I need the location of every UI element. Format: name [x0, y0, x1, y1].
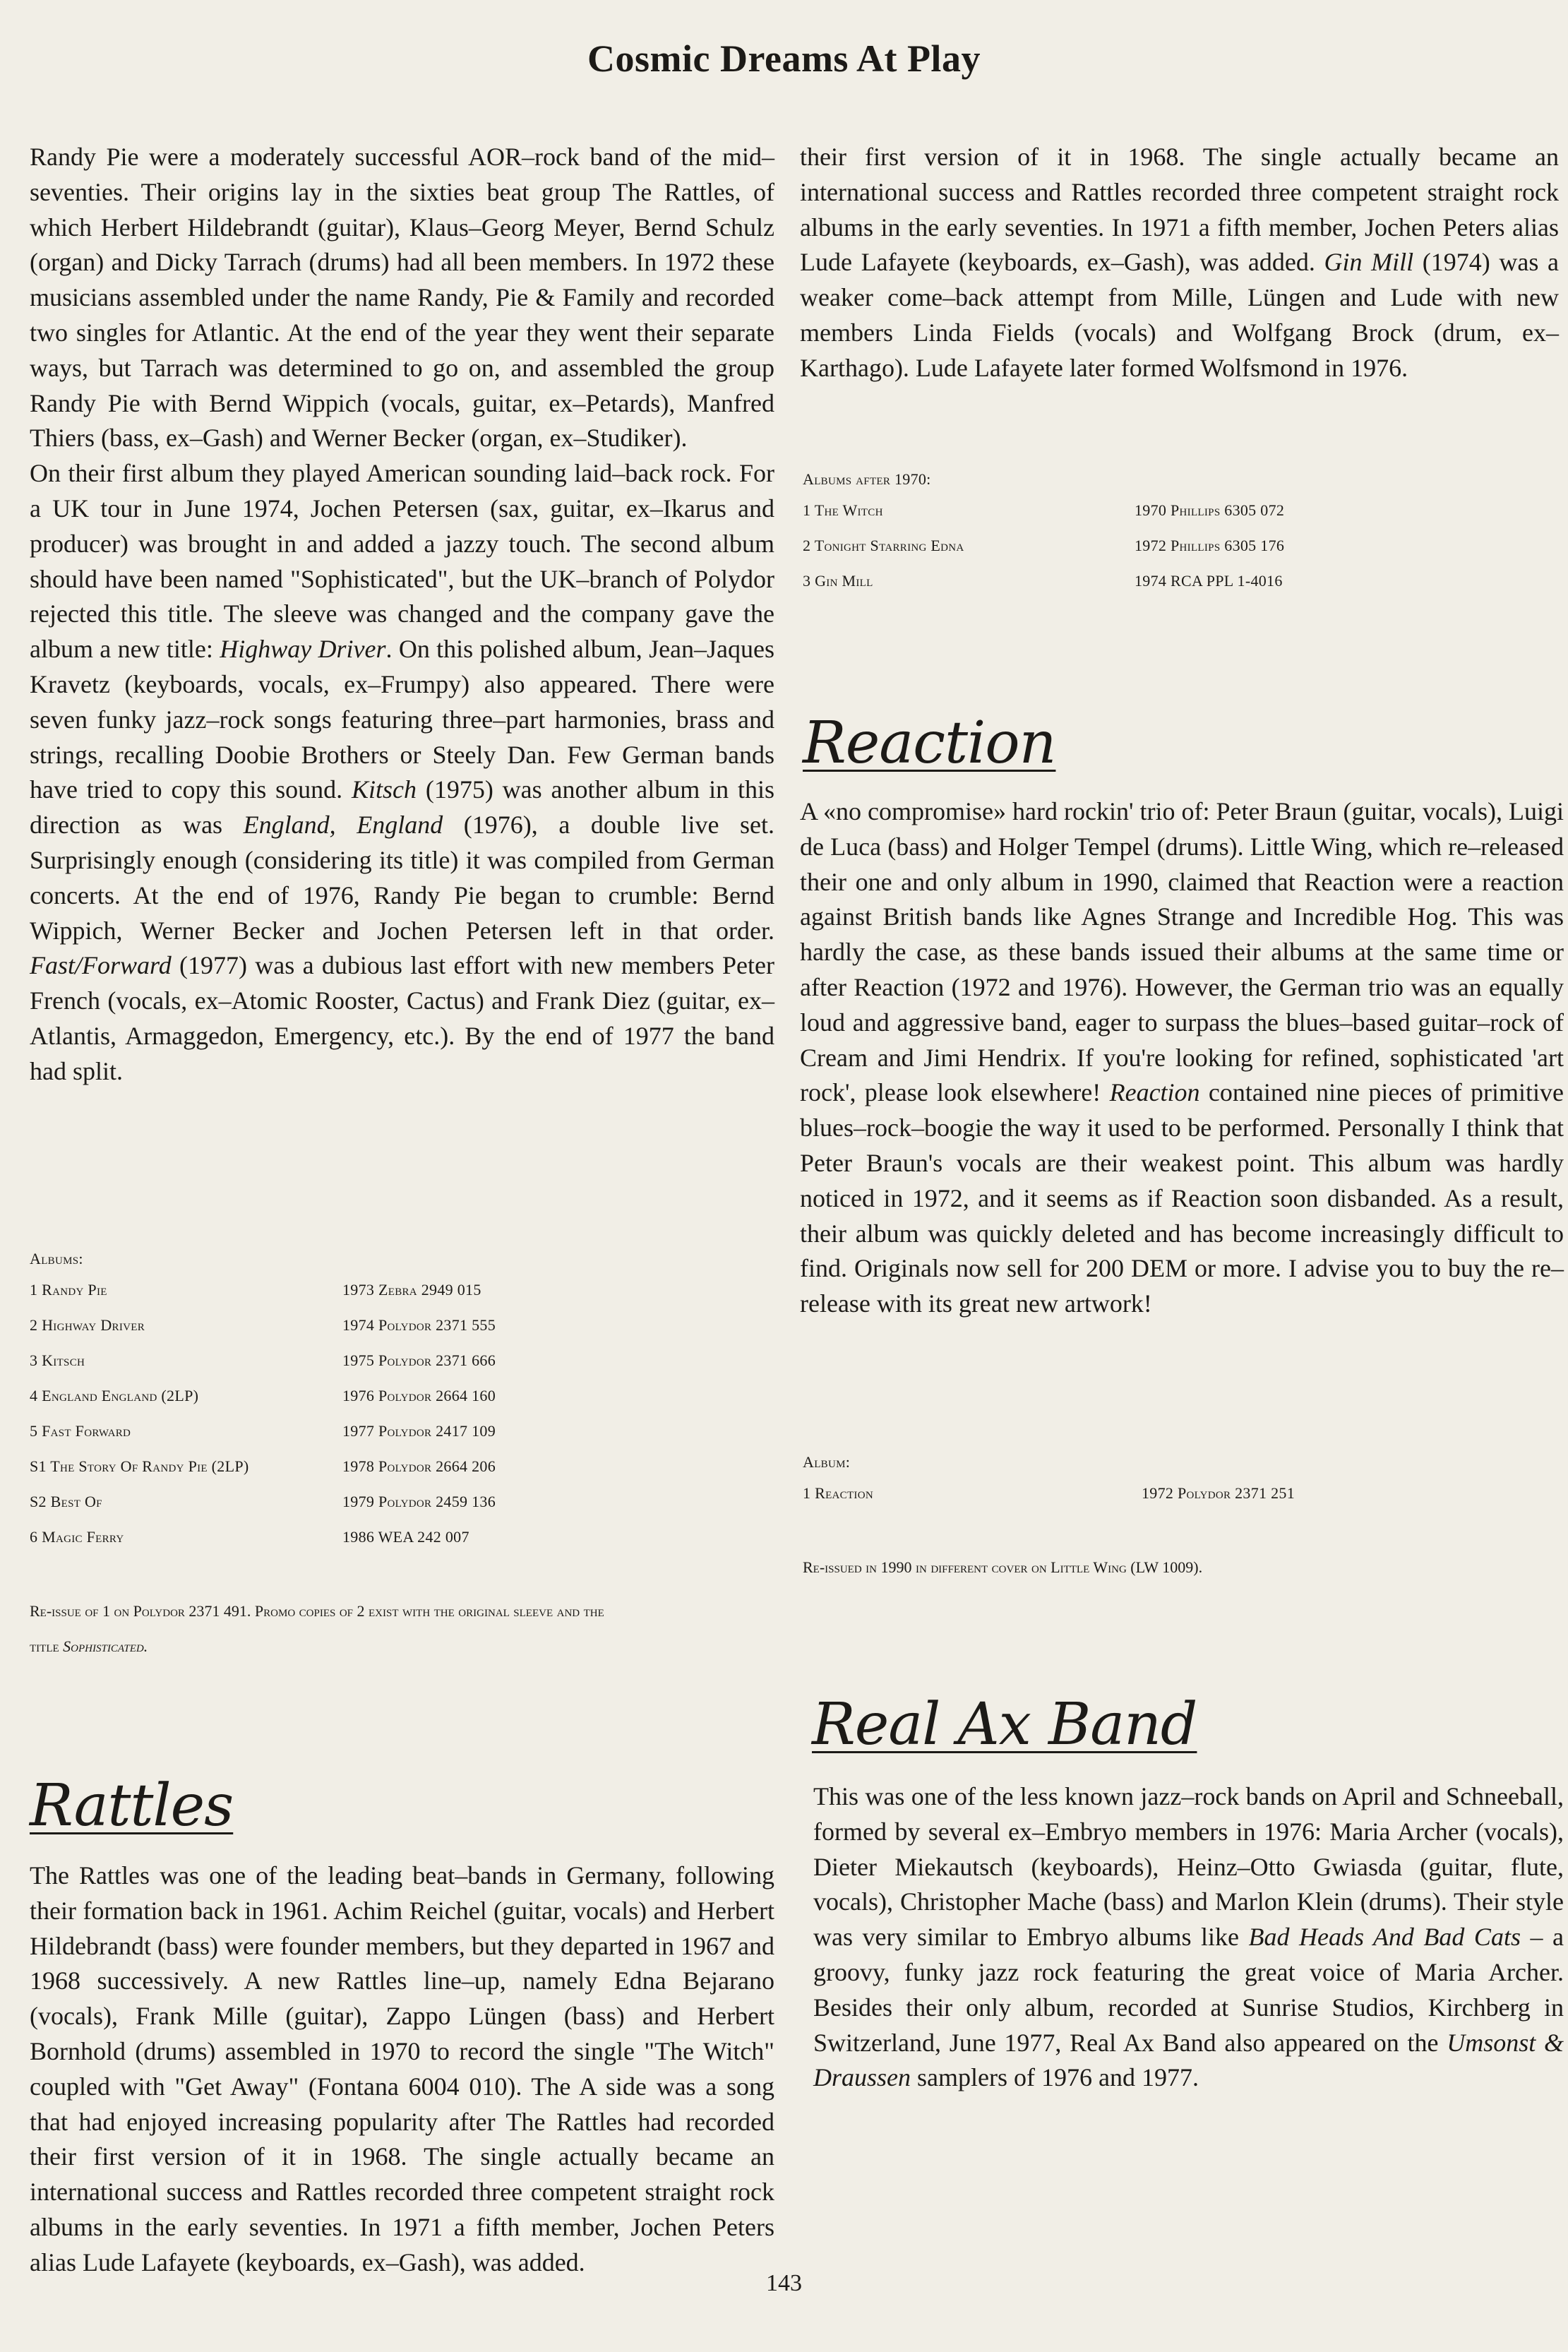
randy-pie-article — [30, 140, 774, 1090]
real-ax-band-article — [813, 1779, 1564, 2096]
albums-header: Albums after 1970: — [803, 470, 931, 488]
rattles-heading: Rattles — [30, 1772, 234, 1839]
album-row: S2 Best Of 1979 Polydor 2459 136 — [30, 1493, 496, 1510]
real-ax-band-heading: Real Ax Band — [812, 1691, 1197, 1758]
reaction-article — [800, 794, 1564, 1322]
page-number: 143 — [766, 2270, 802, 2296]
reaction-heading: Reaction — [803, 710, 1056, 777]
album-row: 1 The Witch 1970 Phillips 6305 072 — [803, 501, 1285, 519]
album-row: 6 Magic Ferry 1986 WEA 242 007 — [30, 1528, 469, 1546]
album-row: 5 Fast Forward 1977 Polydor 2417 109 — [30, 1422, 496, 1440]
album-row: 1 Reaction 1972 Polydor 2371 251 — [803, 1484, 1295, 1502]
album-row: 3 Kitsch 1975 Polydor 2371 666 — [30, 1351, 496, 1369]
album-row: 4 England England (2LP) 1976 Polydor 2664 160 — [30, 1387, 496, 1404]
randy-pie-paragraph-1: Randy Pie were a moderately successful AOR–rock band of the mid–seventies. Their origins lay in the sixties beat group The Rattles, of which Herbert Hildebrandt (guitar), Klaus–Georg Meyer, Bernd Schulz (organ) and Dicky Tarrach (drums) had all been members. In 1972 these musicians assembled under the name Randy, Pie & Family and recorded two singles for Atlantic. At the end of the year they went their separate ways, but Tarrach was determined to go on, and assembled the group Randy Pie with Bernd Wippich (vocals, guitar, ex–Petards), Manfred Thiers (bass, ex–Gash) and Werner Becker (organ, ex–Studiker). — [30, 143, 774, 453]
real-ax-band-paragraph: This was one of the less known jazz–rock bands on April and Schneeball, formed by several ex–Embryo members in 1976: Maria Archer (vocals), Dieter Miekautsch (keyboards), Heinz–Otto Gwiasda (guitar, flute, vocals), Christopher Mache (bass) and Marlon Klein (drums). Their style was very similar to Embryo albums like Bad Heads And Bad Cats – a groovy, funky jazz rock featuring the great voice of Maria Archer. Besides their only album, recorded at Sunrise Studios, Kirchberg in Switzerland, June 1977, Real Ax Band also appeared on the Umsonst & Draussen samplers of 1976 and 1977. — [813, 1782, 1564, 2092]
reaction-reissue-note: Re-issued in 1990 in different cover on Little Wing (LW 1009). — [803, 1558, 1203, 1576]
albums-header: Album: — [803, 1453, 851, 1471]
album-row: 2 Highway Driver 1974 Polydor 2371 555 — [30, 1316, 496, 1334]
album-row: 2 Tonight Starring Edna 1972 Phillips 6305 176 — [803, 537, 1285, 554]
rattles-article-continued — [800, 140, 1559, 386]
rattles-paragraph-continued: their first version of it in 1968. The single actually became an international success and Rattles recorded three competent straight rock albums in the early seventies. In 1971 a fifth member, Jochen Peters alias Lude Lafayete (keyboards, ex–Gash), was added. Gin Mill (1974) was a weaker come–back attempt from Mille, Lüngen and Lude with new members Linda Fields (vocals) and Wolfgang Brock (drum, ex–Karthago). Lude Lafayete later formed Wolfsmond in 1976. — [800, 143, 1560, 382]
albums-header: Albums: — [30, 1250, 83, 1267]
album-row: 3 Gin Mill 1974 RCA PPL 1-4016 — [803, 572, 1283, 590]
randy-pie-paragraph-2: On their first album they played American sounding laid–back rock. For a UK tour in June 1974, Jochen Petersen (sax, guitar, ex–Ikarus and producer) was brought in and added a jazzy touch. The second album should have been named "Sophisticated", but the UK–branch of Polydor rejected this title. The sleeve was changed and the company gave the album a new title: Highway Driver. On this polished album, Jean–Jaques Kravetz (keyboards, vocals, ex–Frumpy) also appeared. There were seven funky jazz–rock songs featuring three–part harmonies, brass and strings, recalling Doobie Brothers or Steely Dan. Few German bands have tried to copy this sound. Kitsch (1975) was another album in this direction as was England, England (1976), a double live set. Surprisingly enough (considering its title) it was compiled from German concerts. At the end of 1976, Randy Pie began to crumble: Bernd Wippich, Werner Becker and Jochen Petersen left in that order. Fast/Forward (1977) was a dubious last effort with new members Peter French (vocals, ex–Atomic Rooster, Cactus) and Frank Diez (guitar, ex–Atlantis, Armaggedon, Emergency, etc.). By the end of 1977 the band had split. — [30, 459, 775, 1085]
page-title: Cosmic Dreams At Play — [587, 37, 981, 80]
reaction-paragraph: A «no compromise» hard rockin' trio of: Peter Braun (guitar, vocals), Luigi de Luca (bass) and Holger Tempel (drums). Little Wing, which re–released their one and only album in 1990, claimed that Reaction were a reaction against British bands like Agnes Strange and Incredible Hog. This was hardly the case, as these bands issued their albums at the same time or after Reaction (1972 and 1976). However, the German trio was an equally loud and aggressive band, eager to surpass the blues–based guitar–rock of Cream and Jimi Hendrix. If you're looking for refined, sophisticated 'art rock', please look elsewhere! Reaction contained nine pieces of primitive blues–rock–boogie the way it used to be performed. Personally I think that Peter Braun's vocals are their weakest point. This album was hardly noticed in 1972, and it seems as if Reaction soon disbanded. As a result, their album was quickly deleted and has become increasingly difficult to find. Originals now sell for 200 DEM or more. I advise you to buy the re–release with its great new artwork! — [800, 797, 1564, 1318]
album-row: 1 Randy Pie 1973 Zebra 2949 015 — [30, 1281, 481, 1299]
reaction-discography — [803, 1453, 1295, 1520]
rattles-discography — [803, 470, 1284, 607]
randy-pie-discography — [30, 1250, 496, 1563]
album-row: S1 The Story Of Randy Pie (2LP) 1978 Polydor 2664 206 — [30, 1457, 496, 1475]
randy-pie-reissue-note: Re-issue of 1 on Polydor 2371 491. Promo copies of 2 exist with the original sleeve and the title Sophisticated. — [30, 1602, 604, 1655]
rattles-article — [30, 1858, 774, 2276]
rattles-paragraph: The Rattles was one of the leading beat–bands in Germany, following their formation back in 1961. Achim Reichel (guitar, vocals) and Herbert Hildebrandt (bass) were founder members, but they departed in 1967 and 1968 successively. A new Rattles line–up, namely Edna Bejarano (vocals), Frank Mille (guitar), Zappo Lüngen (bass) and Herbert Bornhold (drums) assembled in 1970 to record the single "The Witch" coupled with "Get Away" (Fontana 6004 010). The A side was a song that had enjoyed increasing popularity after The Rattles had recorded their first version of it in 1968. The single actually became an international success and Rattles recorded three competent straight rock albums in the early seventies. In 1971 a fifth member, Jochen Peters alias Lude Lafayete (keyboards, ex–Gash), was added. — [30, 1861, 774, 2276]
